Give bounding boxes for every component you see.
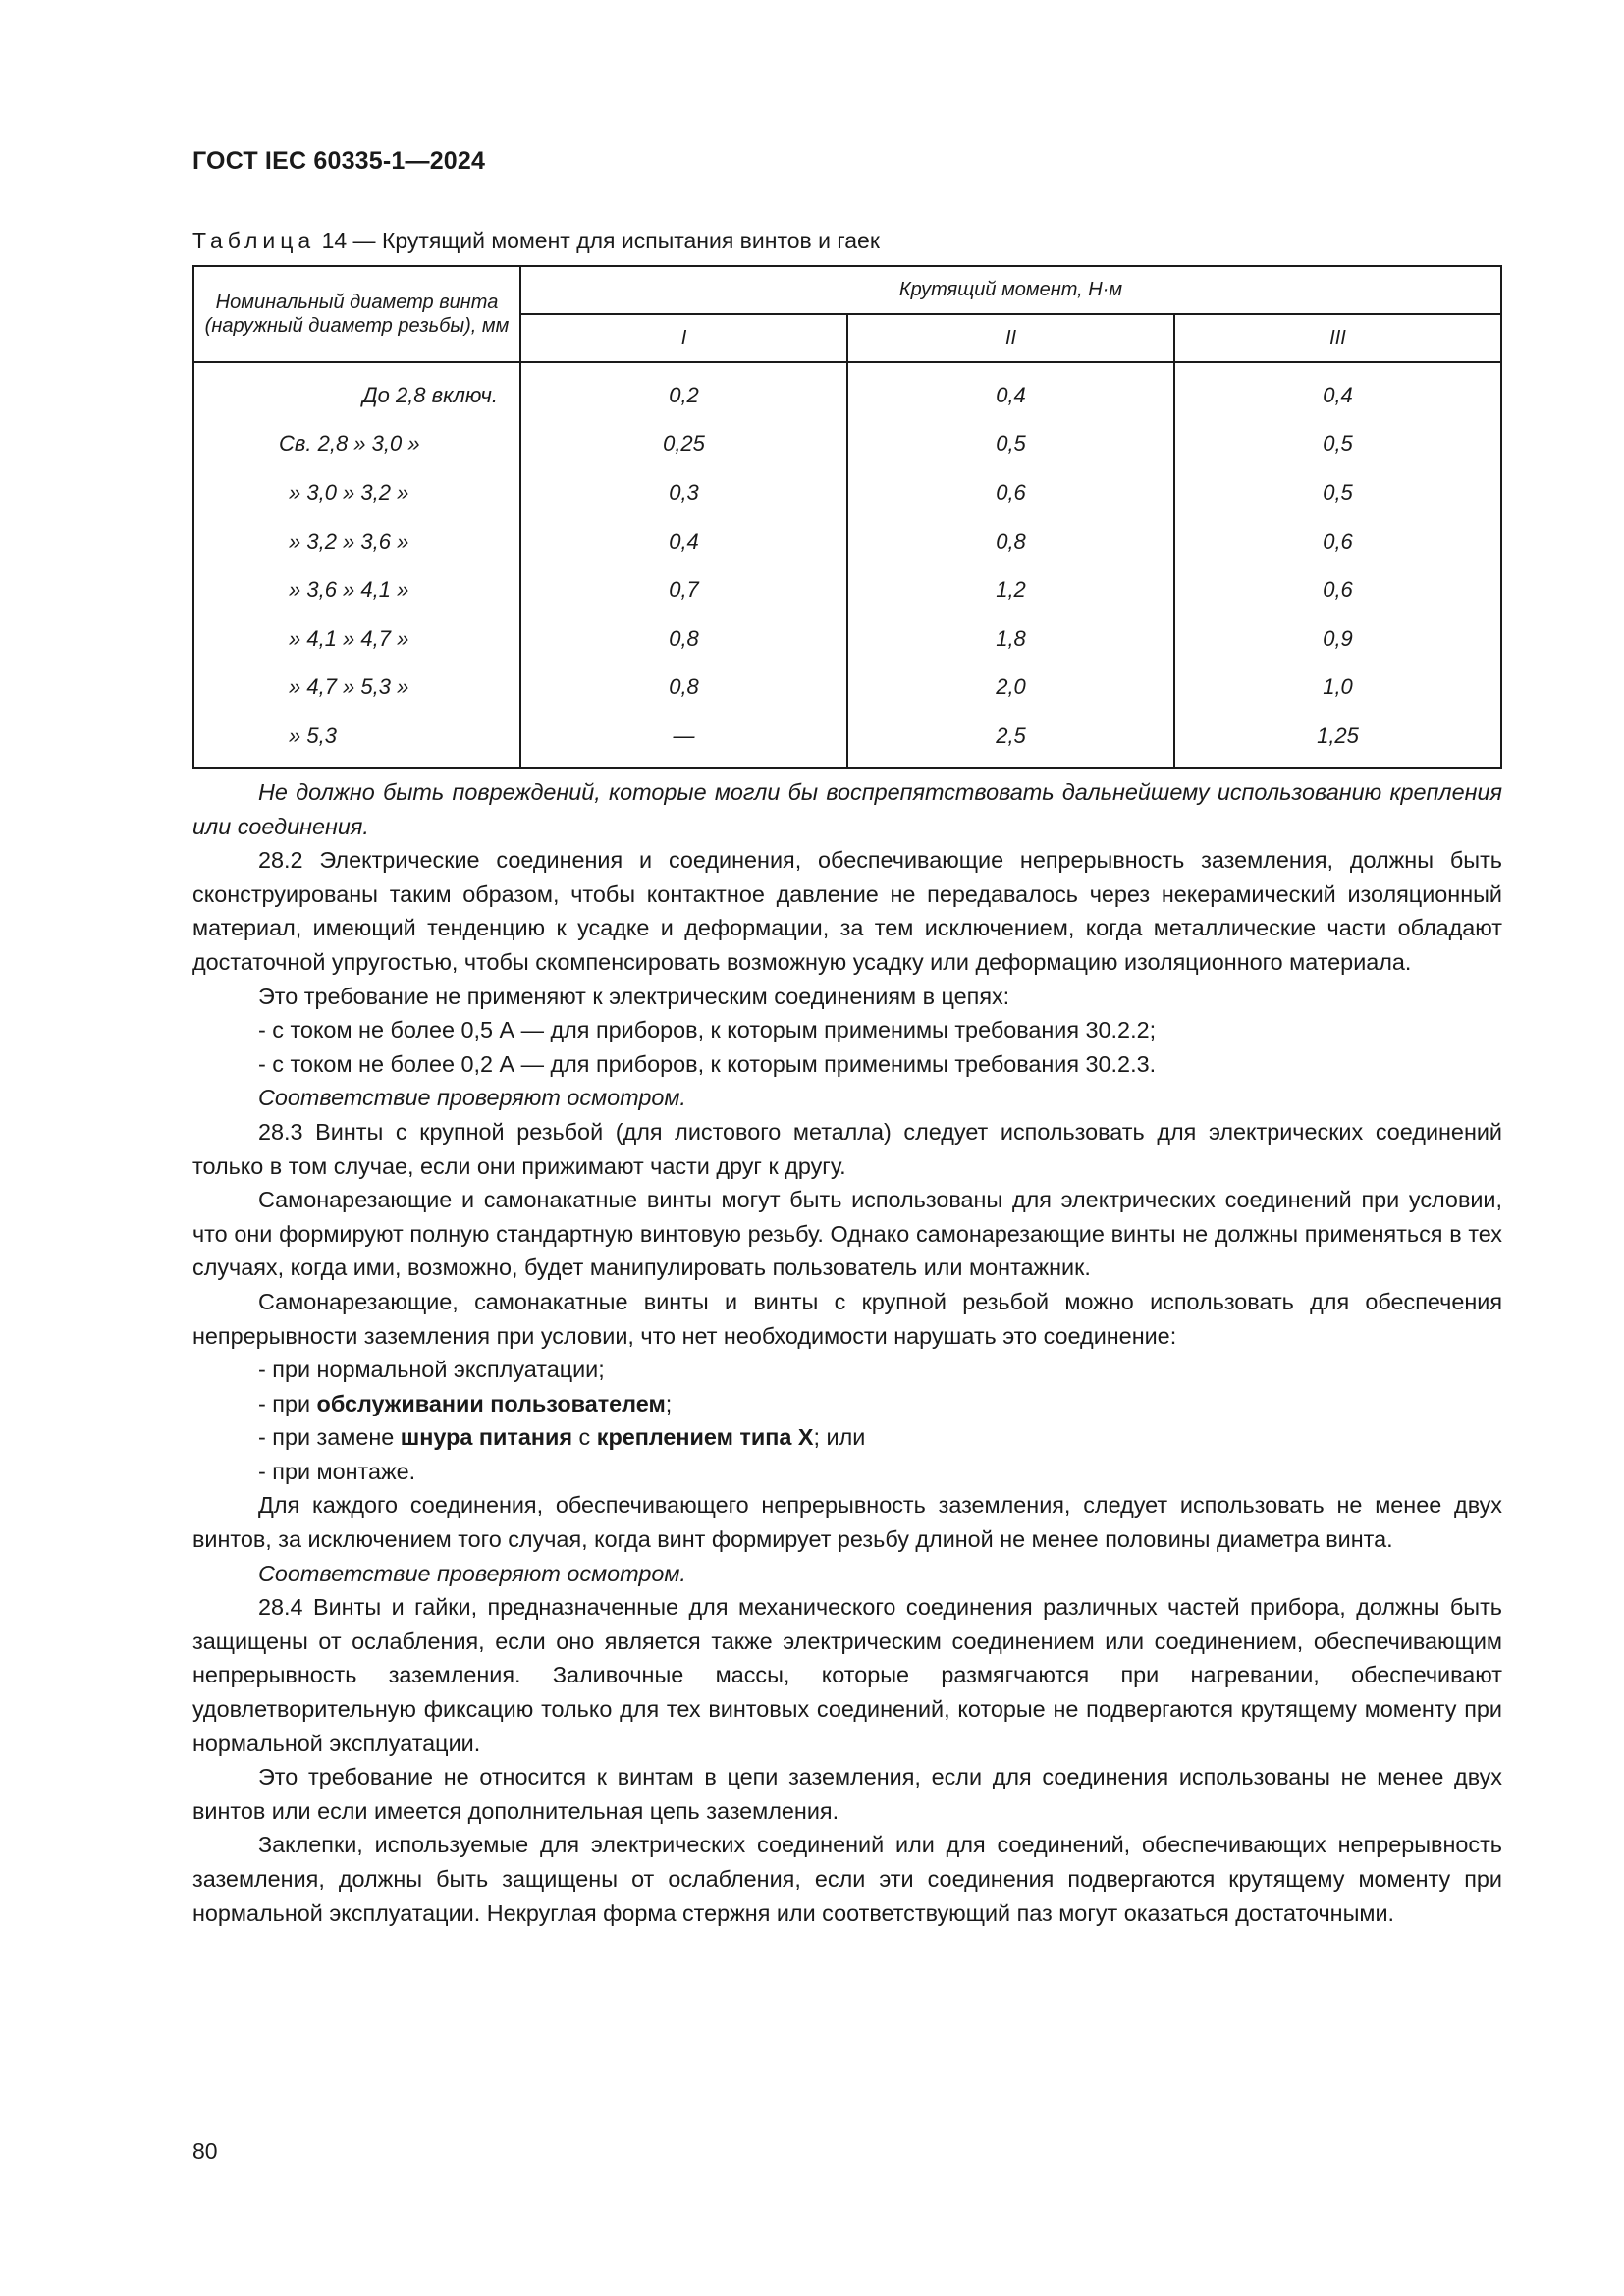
torque-cell-class-3: 0,6 — [1174, 565, 1501, 614]
text-run: - при — [258, 1390, 317, 1416]
paragraph: Самонарезающие и самонакатные винты могут быть использованы для электрических соединений при условии, что они формируют полную стандартную винтовую резьбу. Однако самонарезающие винты не должны применяться в тех случаях, когда ими, возможно, будет манипулировать пользователь или монтажник. — [192, 1187, 1502, 1281]
body-text — [192, 775, 1502, 1930]
page-header: ГОСТ IEC 60335-1—2024 — [192, 147, 486, 175]
table-row — [193, 614, 1501, 664]
torque-cell-class-2: 2,5 — [847, 712, 1174, 768]
text-run: ; — [665, 1390, 673, 1416]
defined-term: обслуживании пользователем — [316, 1390, 666, 1416]
torque-cell-class-2: 2,0 — [847, 664, 1174, 713]
list-item — [192, 1420, 1502, 1455]
diameter-cell: » 3,2 » 3,6 » — [193, 517, 520, 566]
defined-term: креплением типа X — [596, 1424, 814, 1451]
paragraph: 28.3 Винты с крупной резьбой (для листового металла) следует использовать для электрических соединений только в том случае, если они прижимают части друг к другу. — [192, 1118, 1502, 1179]
torque-table-body — [193, 362, 1501, 768]
table-row — [193, 468, 1501, 517]
list-item: - при нормальной эксплуатации; — [258, 1357, 605, 1383]
torque-cell-class-3: 1,25 — [1174, 712, 1501, 768]
table-caption-label: Таблица — [192, 228, 316, 253]
diameter-cell: До 2,8 включ. — [193, 362, 520, 420]
diameter-cell: » 3,6 » 4,1 » — [193, 565, 520, 614]
list-item — [192, 1387, 1502, 1421]
compliance-note: Соответствие проверяют осмотром. — [258, 1085, 686, 1111]
table-caption-title: 14 — Крутящий момент для испытания винтов и гаек — [315, 228, 880, 253]
torque-cell-class-1: 0,2 — [520, 362, 847, 420]
compliance-note: Соответствие проверяют осмотром. — [258, 1560, 686, 1586]
table-caption — [192, 228, 880, 254]
table-row — [193, 565, 1501, 614]
page-number: 80 — [192, 2138, 218, 2163]
list-item: - при монтаже. — [258, 1458, 416, 1484]
diameter-cell: » 3,0 » 3,2 » — [193, 468, 520, 517]
diameter-cell: » 4,1 » 4,7 » — [193, 614, 520, 664]
col-header-class-2: II — [847, 314, 1174, 362]
torque-cell-class-3: 1,0 — [1174, 664, 1501, 713]
paragraph: Самонарезающие, самонакатные винты и винты с крупной резьбой можно использовать для обеспечения непрерывности заземления при условии, что нет необходимости нарушать это соединение: — [192, 1288, 1502, 1349]
torque-cell-class-2: 0,6 — [847, 468, 1174, 517]
paragraph: Это требование не относится к винтам в цепи заземления, если для соединения использованы не менее двух винтов или если имеется дополнительная цепь заземления. — [192, 1764, 1502, 1824]
diameter-cell: » 4,7 » 5,3 » — [193, 664, 520, 713]
col-header-class-3: III — [1174, 314, 1501, 362]
defined-term: шнура питания — [400, 1424, 573, 1451]
torque-cell-class-3: 0,5 — [1174, 468, 1501, 517]
diameter-cell: » 5,3 — [193, 712, 520, 768]
torque-cell-class-2: 1,8 — [847, 614, 1174, 664]
col-header-diameter: Номинальный диаметр винта (наружный диаметр резьбы), мм — [193, 266, 520, 362]
paragraph: 28.4 Винты и гайки, предназначенные для механического соединения различных частей прибора, должны быть защищены от ослабления, если оно является также электрическим соединением или соединением, обеспечивающим непрерывность заземления. Заливочные массы, которые размягчаются при нагревании, обеспечивают удовлетворительную фиксацию только для тех винтовых соединений, которые не подвергаются крутящему моменту при нормальной эксплуатации. — [192, 1594, 1502, 1756]
torque-cell-class-2: 0,4 — [847, 362, 1174, 420]
table-row — [193, 712, 1501, 768]
paragraph: Заклепки, используемые для электрических соединений или для соединений, обеспечивающих непрерывность заземления, должны быть защищены от ослабления, если эти соединения подвергаются крутящему моменту при нормальной эксплуатации. Некруглая форма стержня или соответствующий паз могут оказаться достаточными. — [192, 1832, 1502, 1926]
torque-cell-class-1: 0,3 — [520, 468, 847, 517]
table-row — [193, 664, 1501, 713]
paragraph: 28.2 Электрические соединения и соединения, обеспечивающие непрерывность заземления, должны быть сконструированы таким образом, чтобы контактное давление не передавалось через некерамический изоляционный материал, имеющий тенденцию к усадке и деформации, за тем исключением, когда металлические части обладают достаточной упругостью, чтобы скомпенсировать возможную усадку или деформацию изоляционного материала. — [192, 847, 1502, 975]
table-row — [193, 362, 1501, 420]
torque-cell-class-1: — — [520, 712, 847, 768]
torque-cell-class-2: 1,2 — [847, 565, 1174, 614]
torque-cell-class-1: 0,8 — [520, 614, 847, 664]
torque-cell-class-1: 0,25 — [520, 420, 847, 469]
torque-cell-class-3: 0,9 — [1174, 614, 1501, 664]
col-header-torque: Крутящий момент, Н·м — [520, 266, 1501, 314]
table-row — [193, 420, 1501, 469]
torque-cell-class-3: 0,4 — [1174, 362, 1501, 420]
torque-cell-class-2: 0,8 — [847, 517, 1174, 566]
torque-cell-class-3: 0,5 — [1174, 420, 1501, 469]
torque-cell-class-3: 0,6 — [1174, 517, 1501, 566]
table-row — [193, 517, 1501, 566]
paragraph: Не должно быть повреждений, которые могли бы воспрепятствовать дальнейшему использованию крепления или соединения. — [192, 779, 1502, 839]
torque-cell-class-1: 0,8 — [520, 664, 847, 713]
paragraph: Для каждого соединения, обеспечивающего непрерывность заземления, следует использовать не менее двух винтов, за исключением того случая, когда винт формирует резьбу длиной не менее половины диаметра винта. — [192, 1492, 1502, 1553]
paragraph: Это требование не применяют к электрическим соединениям в цепях: — [258, 983, 1010, 1009]
col-header-class-1: I — [520, 314, 847, 362]
diameter-cell: Св. 2,8 » 3,0 » — [193, 420, 520, 469]
torque-cell-class-2: 0,5 — [847, 420, 1174, 469]
list-item: - с током не более 0,5 А — для приборов, к которым применимы требования 30.2.2; — [258, 1017, 1157, 1043]
torque-cell-class-1: 0,4 — [520, 517, 847, 566]
text-run: - при замене — [258, 1424, 401, 1451]
torque-cell-class-1: 0,7 — [520, 565, 847, 614]
list-item: - с током не более 0,2 А — для приборов, к которым применимы требования 30.2.3. — [258, 1050, 1157, 1077]
text-run: ; или — [813, 1424, 866, 1451]
torque-table — [192, 265, 1502, 769]
text-run: с — [572, 1424, 597, 1451]
